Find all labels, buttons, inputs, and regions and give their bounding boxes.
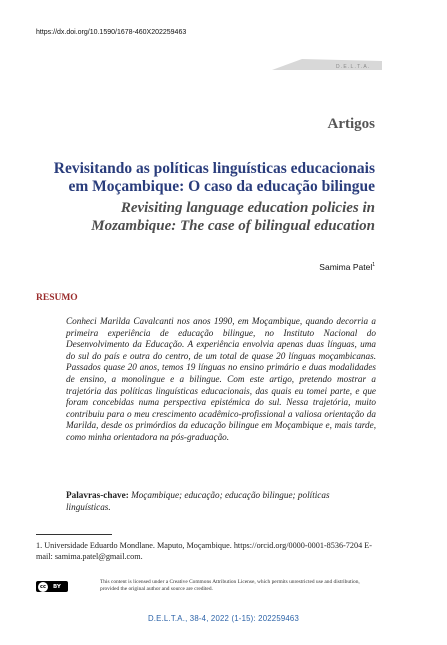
keywords-label: Palavras-chave: xyxy=(66,490,129,500)
article-title-pt: Revisitando as políticas linguísticas educacionais em Moçambique: O caso da educação bilingue xyxy=(53,160,375,195)
journal-reference: D.E.L.T.A., 38-4, 2022 (1-15): 202259463 xyxy=(147,614,300,623)
author xyxy=(319,262,375,272)
cc-icon: cc xyxy=(38,582,48,592)
by-label: BY xyxy=(53,583,61,590)
keywords xyxy=(66,490,376,513)
logo-text: D.E.L.T.A. xyxy=(336,64,371,70)
article-title-en: Revisiting language education policies in Mozambique: The case of bilingual education xyxy=(91,200,375,234)
author-name: Samima Patel xyxy=(319,262,373,272)
delta-logo-icon xyxy=(272,49,382,79)
keywords-text: Moçambique; educação; educação bilingue; políticas linguísticas. xyxy=(66,490,330,512)
cc-by-badge-icon[interactable] xyxy=(36,581,68,592)
abstract-text: Conheci Marilda Cavalcanti nos anos 1990, em Moçambique, quando decorria a primeira experiência de educação bilingue, no Instituto Nacional do Desenvolvimento da Educação. A experiência envolvia apenas duas línguas, uma do sul do país e outra do centro, de um total de quase 20 línguas moçambicanas. Passados quase 20 anos, temos 19 línguas no ensino primário e duas modalidades de ensino, a monolingue e a bilingue. Com este artigo, pretendo mostrar a trajetória das políticas linguísticas educacionais, das quais eu tomei parte, e que foram concebidas numa perspectiva epistémica do sul. Nessa trajetória, muito contribuiu para o meu crescimento acadêmico-profissional a valiosa orientação da Marilda, desde os primórdios da educação bilingue em Moçambique e, mais tarde, como minha orientadora na pós-graduação. xyxy=(66,316,376,442)
author-footnote-mark: 1 xyxy=(372,262,375,269)
footnote: 1. Universidade Eduardo Mondlane. Maputo, Moçambique. https://orcid.org/0000-0001-8536-7204 E-mail: samima.patel@gmail.com. xyxy=(36,541,372,561)
license-text: This content is licensed under a Creative Commons Attribution License, which permits unrestricted use and distribution, provided the original author and source are credited. xyxy=(100,579,360,592)
footnote-divider xyxy=(36,534,112,535)
doi-link[interactable]: https://dx.doi.org/10.1590/1678-460X202259463 xyxy=(36,29,187,36)
abstract-heading: RESUMO xyxy=(36,293,78,303)
section-label: Artigos xyxy=(327,116,375,132)
